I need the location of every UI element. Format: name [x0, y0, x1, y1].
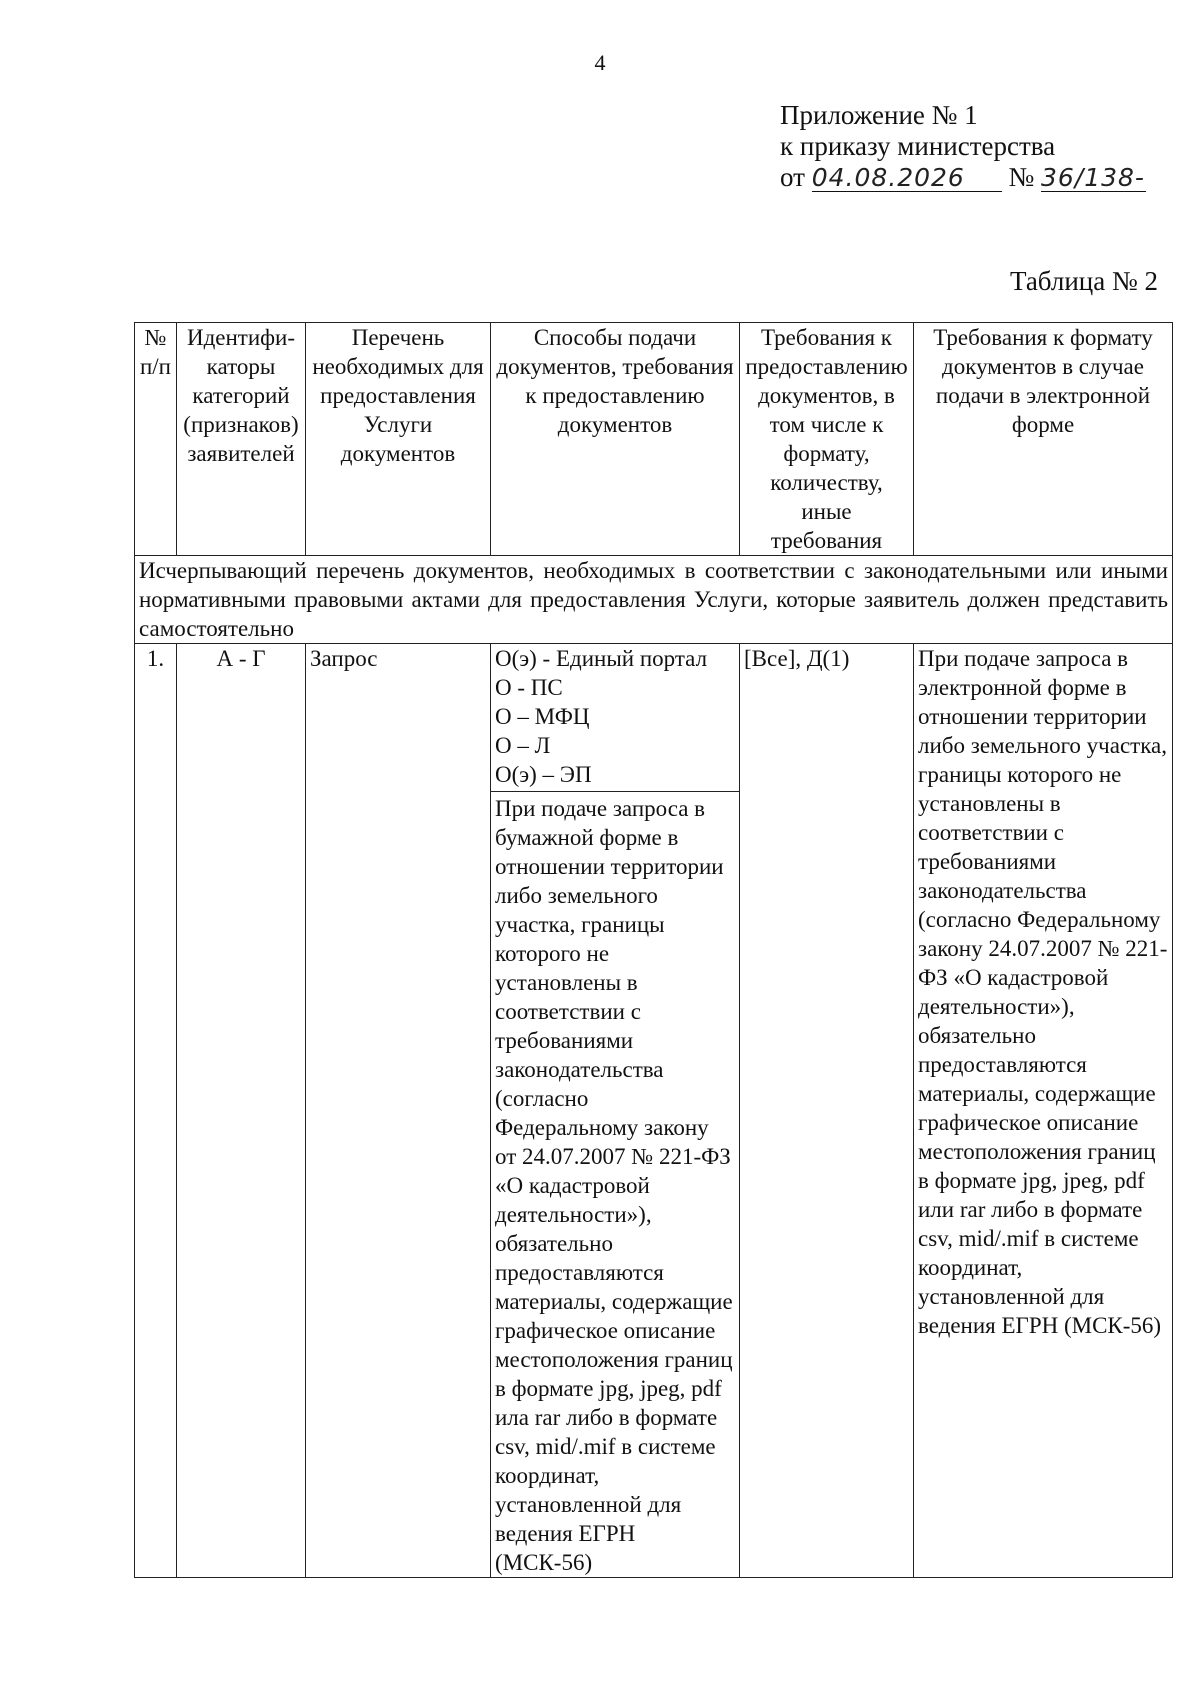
- methods-list: [491, 644, 739, 792]
- header-documents: Перечень необходимых для предоставления Услуги документов: [306, 323, 491, 556]
- method-item: О(э) - Единый портал: [495, 646, 708, 671]
- methods-note: При подаче запроса в бумажной форме в отношении территории либо земельного участка, границы которого не установлены в соответствии с требованиями законодательства (согласно Федеральному закону от 24.07.2007 № 221-ФЗ «О кадастровой деятельности»), обязательно предоставляются материалы, содержащие графическое описание местоположения границ в формате jpg, jpeg, pdf ила rar либо в формате csv, mid/.mif в системе координат, установленной для ведения ЕГРН (МСК-56): [495, 796, 733, 1575]
- header-methods: Способы подачи документов, требования к предоставлению документов: [491, 323, 740, 556]
- section-row: [135, 556, 1173, 644]
- number-label: №: [1008, 162, 1035, 192]
- table-header-row: [135, 323, 1173, 556]
- row-identifiers: А - Г: [177, 644, 306, 1578]
- from-label: от: [780, 162, 805, 192]
- header-requirements: Требования к предоставлению документов, в том числе к формату, количеству, иные требования: [740, 323, 914, 556]
- section-title: Исчерпывающий перечень документов, необходимых в соответствии с законодательными или иными нормативными правовыми актами для предоставления Услуги, которые заявитель должен представить самостоятельно: [135, 556, 1173, 644]
- handwritten-date: 04.08.2026: [812, 164, 1002, 192]
- row-document: Запрос: [306, 644, 491, 1578]
- appendix-title: Приложение № 1: [780, 100, 978, 130]
- method-item: О(э) – ЭП: [495, 762, 592, 787]
- row-methods: [491, 644, 740, 1578]
- appendix-block: [780, 100, 1146, 193]
- table-label: Таблица № 2: [1010, 266, 1158, 296]
- method-item: О – МФЦ: [495, 704, 590, 729]
- method-item: О - ПС: [495, 675, 563, 700]
- appendix-date-line: [780, 162, 1146, 193]
- row-number: 1.: [135, 644, 177, 1578]
- header-identifiers: Идентифи-каторы категорий (признаков) заявителей: [177, 323, 306, 556]
- method-item: О – Л: [495, 733, 551, 758]
- row-electronic-format: При подаче запроса в электронной форме в отношении территории либо земельного участка, границы которого не установлены в соответствии с требованиями законодательства (согласно Федеральному закону 24.07.2007 № 221-ФЗ «О кадастровой деятельности»), обязательно предоставляются материалы, содержащие графическое описание местоположения границ в формате jpg, jpeg, pdf или rar либо в формате csv, mid/.mif в системе координат, установленной для ведения ЕГРН (МСК-56): [914, 644, 1173, 1578]
- appendix-subtitle: к приказу министерства: [780, 131, 1056, 161]
- header-electronic-format: Требования к формату документов в случае подачи в электронной форме: [914, 323, 1173, 556]
- table-row: [135, 644, 1173, 1578]
- header-num: № п/п: [135, 323, 177, 556]
- page-number: 4: [594, 50, 606, 75]
- row-requirements: [Все], Д(1): [740, 644, 914, 1578]
- requirements-table: [134, 322, 1173, 1578]
- handwritten-number: 36/138-: [1040, 163, 1145, 192]
